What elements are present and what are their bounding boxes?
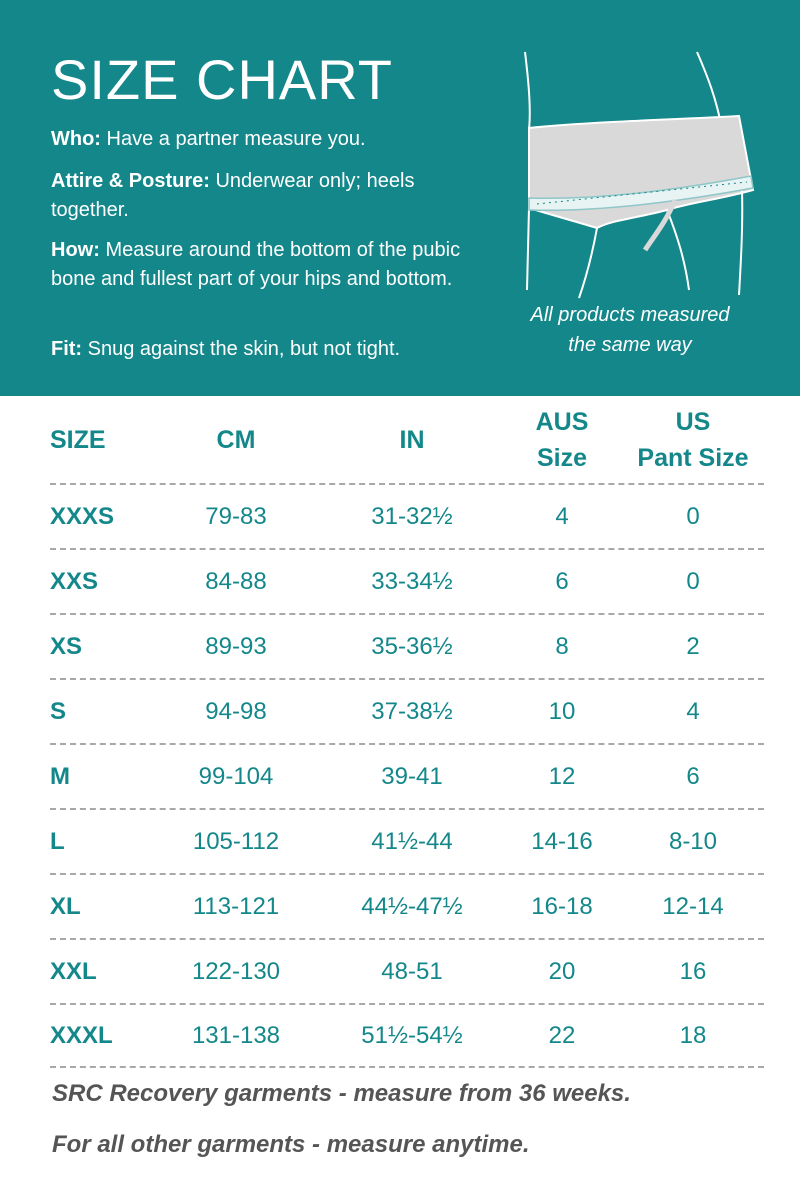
us-cell: 12-14 bbox=[662, 892, 724, 920]
us-header-line-2: Pant Size bbox=[637, 443, 749, 472]
us-cell: 8-10 bbox=[668, 827, 718, 855]
attire-text: Underwear only; heels together. bbox=[51, 170, 415, 221]
size-table bbox=[50, 396, 764, 1068]
us-cell: 0 bbox=[686, 502, 700, 530]
us-header-line-1: US bbox=[675, 407, 711, 436]
column-header-us-pant-size bbox=[626, 396, 760, 483]
in-cell: 31-32½ bbox=[371, 502, 453, 530]
page-title: SIZE CHART bbox=[51, 48, 393, 111]
who-instruction bbox=[51, 125, 471, 154]
table-row bbox=[50, 548, 764, 613]
aus-cell: 22 bbox=[548, 1021, 576, 1049]
table-row bbox=[50, 743, 764, 808]
cm-cell: 105-112 bbox=[192, 827, 280, 855]
aus-cell: 14-16 bbox=[531, 827, 593, 855]
in-cell: 48-51 bbox=[381, 957, 443, 985]
cm-cell: 79-83 bbox=[205, 502, 267, 530]
cm-cell: 131-138 bbox=[191, 1021, 281, 1049]
how-text: Measure around the bottom of the pubic bone and fullest part of your hips and bottom. bbox=[51, 239, 461, 290]
attire-instruction bbox=[51, 167, 431, 225]
table-row bbox=[50, 938, 764, 1003]
who-label: Who: bbox=[51, 128, 101, 150]
table-row bbox=[50, 808, 764, 873]
us-cell: 16 bbox=[679, 957, 707, 985]
in-cell: 39-41 bbox=[381, 762, 443, 790]
us-cell: 0 bbox=[686, 567, 700, 595]
aus-cell: 4 bbox=[555, 502, 569, 530]
caption-line-1: All products measured bbox=[530, 304, 730, 326]
table-row bbox=[50, 873, 764, 938]
fit-text: Snug against the skin, but not tight. bbox=[82, 338, 401, 360]
aus-cell: 20 bbox=[548, 957, 576, 985]
size-cell: M bbox=[50, 762, 70, 790]
who-text: Have a partner measure you. bbox=[100, 128, 366, 150]
header-panel bbox=[0, 0, 800, 396]
in-cell: 33-34½ bbox=[371, 567, 453, 595]
size-cell: L bbox=[50, 827, 65, 855]
cm-cell: 94-98 bbox=[205, 697, 267, 725]
us-cell: 18 bbox=[679, 1021, 707, 1049]
cm-cell: 122-130 bbox=[191, 957, 281, 985]
column-header-size: SIZE bbox=[50, 425, 106, 454]
size-cell: XXS bbox=[50, 567, 99, 595]
table-row bbox=[50, 483, 764, 548]
caption-line-2: the same way bbox=[568, 334, 692, 356]
cm-cell: 84-88 bbox=[205, 567, 267, 595]
cm-cell: 89-93 bbox=[205, 632, 267, 660]
table-header-row bbox=[50, 396, 764, 483]
in-cell: 41½-44 bbox=[371, 827, 453, 855]
measuring-illustration bbox=[517, 50, 757, 300]
how-instruction bbox=[51, 236, 471, 294]
cm-cell: 113-121 bbox=[192, 892, 280, 920]
aus-cell: 8 bbox=[555, 632, 569, 660]
column-header-in: IN bbox=[399, 425, 425, 454]
aus-cell: 6 bbox=[555, 567, 569, 595]
us-cell: 2 bbox=[686, 632, 700, 660]
size-cell: S bbox=[50, 697, 67, 725]
illustration-caption bbox=[505, 300, 755, 360]
attire-label: Attire & Posture: bbox=[51, 170, 210, 192]
footer-note-recovery: SRC Recovery garments - measure from 36 weeks. bbox=[52, 1080, 631, 1107]
aus-header-line-1: AUS bbox=[535, 407, 589, 436]
size-cell: XXXL bbox=[50, 1021, 113, 1049]
size-cell: XS bbox=[50, 632, 83, 660]
fit-instruction bbox=[51, 335, 471, 364]
in-cell: 37-38½ bbox=[371, 697, 453, 725]
size-cell: XXXS bbox=[50, 502, 115, 530]
aus-cell: 10 bbox=[548, 697, 576, 725]
table-row bbox=[50, 678, 764, 743]
in-cell: 44½-47½ bbox=[361, 892, 463, 920]
us-cell: 4 bbox=[686, 697, 700, 725]
aus-header-line-2: Size bbox=[536, 443, 587, 472]
column-header-cm: CM bbox=[216, 425, 256, 454]
us-cell: 6 bbox=[686, 762, 700, 790]
aus-cell: 12 bbox=[548, 762, 576, 790]
how-label: How: bbox=[51, 239, 100, 261]
footer-note-other: For all other garments - measure anytime. bbox=[52, 1131, 530, 1158]
column-header-aus-size bbox=[504, 396, 620, 483]
fit-label: Fit: bbox=[51, 338, 83, 360]
table-row bbox=[50, 613, 764, 678]
aus-cell: 16-18 bbox=[531, 892, 593, 920]
in-cell: 35-36½ bbox=[371, 632, 453, 660]
size-cell: XL bbox=[50, 892, 81, 920]
size-cell: XXL bbox=[50, 957, 97, 985]
cm-cell: 99-104 bbox=[198, 762, 274, 790]
table-row bbox=[50, 1003, 764, 1068]
in-cell: 51½-54½ bbox=[361, 1021, 463, 1049]
